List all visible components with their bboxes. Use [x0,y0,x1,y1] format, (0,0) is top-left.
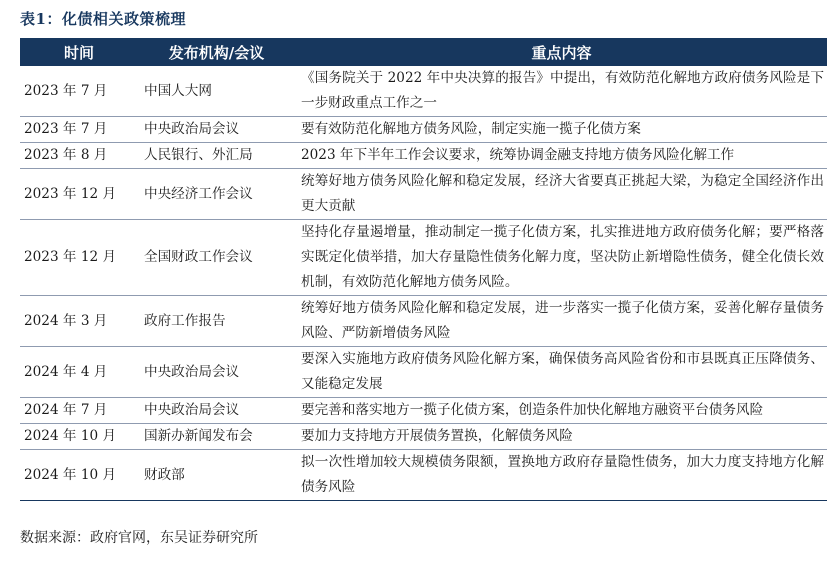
date-cell: 2024 年 10 月 [20,424,138,450]
org-cell: 中央政治局会议 [138,117,295,143]
table-row [20,424,827,450]
table-row [20,143,827,169]
table-header-row [20,38,827,66]
date-cell: 2024 年 4 月 [20,347,138,398]
table-row [20,347,827,398]
date-cell: 2023 年 7 月 [20,117,138,143]
date-cell: 2023 年 8 月 [20,143,138,169]
content-cell: 要加力支持地方开展债务置换，化解债务风险 [295,424,827,450]
source-note: 数据来源：政府官网，东吴证券研究所 [20,530,258,546]
org-cell: 政府工作报告 [138,296,295,347]
org-cell: 中央经济工作会议 [138,169,295,220]
date-cell: 2024 年 7 月 [20,398,138,424]
table-row [20,220,827,296]
table-row [20,398,827,424]
org-cell: 中央政治局会议 [138,347,295,398]
policy-table [20,38,827,501]
date-cell: 2023 年 12 月 [20,220,138,296]
table-row [20,117,827,143]
org-cell: 中国人大网 [138,66,295,117]
content-cell: 拟一次性增加较大规模债务限额，置换地方政府存量隐性债务，加大力度支持地方化解债务风险 [295,450,827,501]
table-row [20,450,827,501]
content-cell: 要完善和落实地方一揽子化债方案，创造条件加快化解地方融资平台债务风险 [295,398,827,424]
content-cell: 2023 年下半年工作会议要求，统筹协调金融支持地方债务风险化解工作 [295,143,827,169]
content-cell: 要深入实施地方政府债务风险化解方案，确保债务高风险省份和市县既真正压降债务、又能稳定发展 [295,347,827,398]
table-row [20,296,827,347]
org-cell: 人民银行、外汇局 [138,143,295,169]
table-row [20,66,827,117]
content-cell: 要有效防范化解地方债务风险，制定实施一揽子化债方案 [295,117,827,143]
org-cell: 国新办新闻发布会 [138,424,295,450]
date-cell: 2023 年 7 月 [20,66,138,117]
table-row [20,169,827,220]
org-cell: 中央政治局会议 [138,398,295,424]
date-cell: 2024 年 10 月 [20,450,138,501]
header-date: 时间 [20,38,138,66]
content-cell: 统筹好地方债务风险化解和稳定发展，经济大省要真正挑起大梁，为稳定全国经济作出更大贡献 [295,169,827,220]
content-cell: 《国务院关于 2022 年中央决算的报告》中提出，有效防范化解地方政府债务风险是下一步财政重点工作之一 [295,66,827,117]
table-title: 表1：化债相关政策梳理 [20,10,186,28]
date-cell: 2023 年 12 月 [20,169,138,220]
org-cell: 全国财政工作会议 [138,220,295,296]
content-cell: 坚持化存量遏增量，推动制定一揽子化债方案，扎实推进地方政府债务化解；要严格落实既定化债举措，加大存量隐性债务化解力度，坚决防止新增隐性债务，健全化债长效机制，有效防范化解地方债务风险。 [295,220,827,296]
header-org: 发布机构/会议 [138,38,295,66]
org-cell: 财政部 [138,450,295,501]
header-content: 重点内容 [295,38,827,66]
content-cell: 统筹好地方债务风险化解和稳定发展，进一步落实一揽子化债方案，妥善化解存量债务风险、严防新增债务风险 [295,296,827,347]
date-cell: 2024 年 3 月 [20,296,138,347]
